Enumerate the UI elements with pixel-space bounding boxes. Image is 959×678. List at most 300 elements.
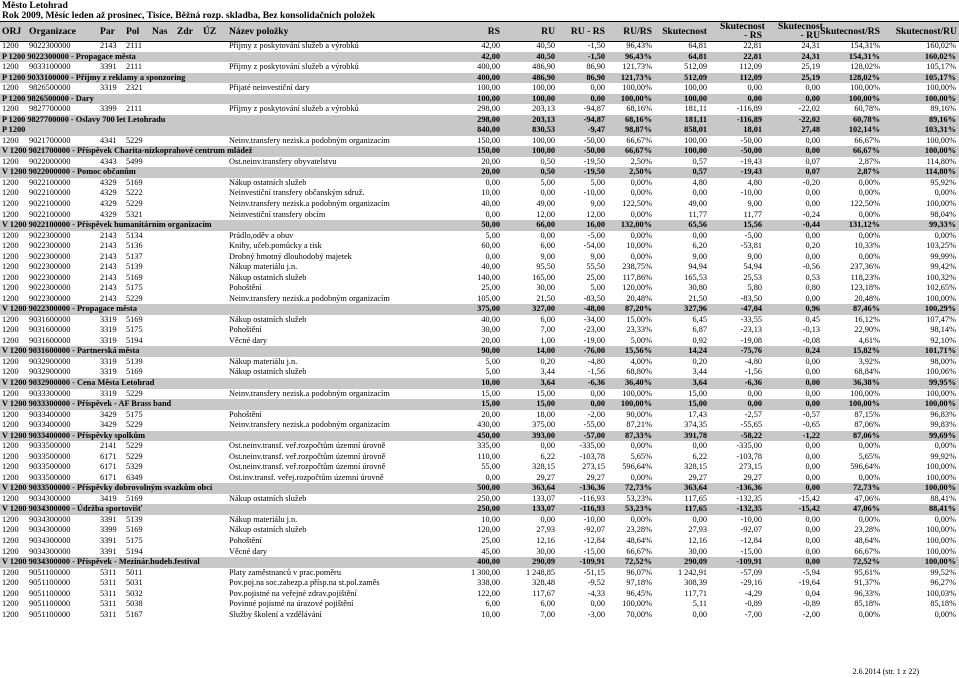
cell-d: -48,00: [583, 304, 605, 314]
cell-sp1: 36,38%: [853, 378, 880, 387]
cell-d: -34,00: [583, 314, 605, 324]
cell-skrs: -92,07: [740, 525, 762, 535]
table-summary-row: [0, 304, 959, 315]
cell-sp1: 0,00%: [858, 251, 880, 261]
cell-sp2: 160,02%: [924, 51, 956, 61]
cell-lab: P 1200 9033100000 - Příjmy z reklamy a sponzoring: [2, 72, 186, 82]
cell-d: 12,00: [586, 209, 605, 219]
cell-pol: 5137: [126, 251, 143, 261]
cell-sp2: 88,41%: [930, 493, 956, 503]
cell-par: 4329: [100, 177, 117, 187]
table-row: [0, 188, 959, 199]
cell-p: 5,00%: [630, 335, 652, 345]
cell-sp1: 5,65%: [858, 451, 880, 461]
cell-sp2: 105,17%: [926, 62, 956, 72]
cell-skrs: -4,80: [744, 356, 762, 366]
cell-par: 3319: [100, 356, 117, 366]
col-ru-rs: RU - RS: [570, 26, 605, 37]
cell-name: Neinv.transfery nezisk.a podobným organizacím: [229, 198, 390, 208]
cell-ru: 6,00: [540, 314, 555, 324]
cell-sp1: 596,64%: [850, 462, 880, 472]
cell-sp1: 100,00%: [850, 83, 880, 93]
cell-par: 5311: [100, 567, 117, 577]
cell-skrs: -132,35: [736, 493, 762, 503]
cell-ru: 0,50: [540, 167, 555, 177]
cell-sp1: 131,12%: [848, 220, 880, 230]
cell-ru: 5,00: [540, 177, 555, 187]
cell-sp2: 88,41%: [929, 504, 956, 514]
cell-name: Neinv.transfery nezisk.a podobným organizacím: [229, 388, 390, 398]
cell-skrs: 29,27: [743, 472, 762, 482]
cell-d: -3,00: [587, 609, 605, 619]
cell-name: Nákup ostatních služeb: [229, 177, 307, 187]
cell-orj: 1200: [2, 314, 19, 324]
cell-name: Neinvestiční transfery občanským sdruž.: [229, 188, 365, 198]
cell-skrs: -6,36: [744, 378, 762, 387]
table-row: [0, 336, 959, 347]
cell-sp1: 3,92%: [858, 356, 880, 366]
cell-sk: 6,22: [692, 451, 707, 461]
cell-par: 6171: [100, 462, 117, 472]
cell-sp2: 100,00%: [926, 83, 956, 93]
cell-p: 121,73%: [620, 72, 652, 82]
cell-sp1: 16,12%: [854, 314, 880, 324]
cell-skrs: -58,22: [740, 430, 762, 440]
table-row: [0, 262, 959, 273]
cell-lab: V 1200 9022000000 - Pomoc občanům: [2, 167, 136, 177]
cell-sk: 290,09: [684, 557, 707, 567]
cell-rs: 40,00: [481, 314, 500, 324]
cell-org: 9032900000: [29, 356, 71, 366]
cell-orj: 1200: [2, 293, 19, 303]
cell-skrs: -47,04: [740, 304, 762, 314]
cell-ru: 0,00: [540, 441, 555, 451]
cell-rs: 40,00: [481, 262, 500, 272]
cell-name: Služby školení a vzdělávání: [229, 609, 322, 619]
cell-rs: 6,00: [485, 599, 500, 609]
cell-skru: 0,04: [805, 588, 820, 598]
table-summary-row: [0, 346, 959, 357]
table-summary-row: [0, 52, 959, 63]
cell-org: 9033300000: [29, 388, 71, 398]
cell-par: 3319: [100, 367, 117, 377]
cell-name: Věcné dary: [229, 546, 268, 556]
cell-orj: 1200: [2, 609, 19, 619]
cell-skru: 0,00: [805, 535, 820, 545]
cell-p: 20,48%: [626, 293, 652, 303]
table-row: [0, 62, 959, 73]
cell-sp1: 0,00%: [858, 177, 880, 187]
cell-orj: 1200: [2, 462, 19, 472]
cell-p: 0,00%: [630, 177, 652, 187]
cell-d: -92,07: [583, 525, 605, 535]
cell-sk: 512,09: [684, 62, 707, 72]
cell-sp2: 0,00%: [934, 609, 956, 619]
cell-sk: 181,11: [684, 114, 707, 124]
cell-d: 29,27: [586, 472, 605, 482]
cell-ru: 18,00: [536, 409, 555, 419]
cell-sp1: 60,78%: [854, 104, 880, 114]
column-header-bar: [0, 21, 959, 42]
cell-ru: 363,64: [532, 483, 555, 493]
cell-skru: 0,00: [805, 462, 820, 472]
cell-skru: 0,07: [805, 167, 820, 177]
cell-name: Neinv.transfery nezisk.a podobným organizacím: [229, 293, 390, 303]
cell-pol: 5167: [126, 609, 143, 619]
table-row: [0, 294, 959, 305]
table-row: [0, 325, 959, 336]
cell-sk: 363,64: [684, 483, 707, 493]
cell-orj: 1200: [2, 188, 19, 198]
cell-sp2: 102,65%: [926, 283, 956, 293]
cell-d: -109,91: [579, 557, 605, 567]
cell-sk: 512,09: [684, 72, 707, 82]
cell-sp2: 100,00%: [924, 93, 956, 103]
table-row: [0, 241, 959, 252]
cell-rs: 5,00: [485, 230, 500, 240]
cell-d: -57,00: [583, 430, 605, 440]
cell-skru: 0,20: [805, 241, 820, 251]
cell-rs: 20,00: [481, 156, 500, 166]
cell-sp2: 114,80%: [926, 156, 956, 166]
cell-ru: 133,07: [532, 504, 555, 514]
cell-d: -5,00: [587, 230, 605, 240]
cell-p: 96,43%: [625, 51, 652, 61]
cell-sk: 0,00: [692, 609, 707, 619]
cell-p: 0,00%: [630, 441, 652, 451]
cell-sk: 117,65: [684, 504, 707, 514]
cell-name: Ost.neinv.transf. veř.rozpočtům územní úrovně: [229, 441, 386, 451]
cell-name: Povinné pojistné na úrazové pojištění: [229, 599, 354, 609]
cell-ru: 14,00: [536, 346, 555, 356]
cell-d: 0,00: [590, 399, 605, 409]
cell-orj: 1200: [2, 325, 19, 335]
cell-sp1: 0,00%: [858, 209, 880, 219]
cell-sp2: 100,00%: [924, 557, 956, 567]
cell-sp1: 154,31%: [850, 41, 880, 50]
cell-org: 9051100000: [29, 588, 71, 598]
cell-ru: 29,27: [536, 472, 555, 482]
cell-d: -15,00: [583, 546, 605, 556]
cell-d: -19,50: [583, 156, 605, 166]
cell-ru: 375,00: [532, 420, 555, 430]
cell-rs: 450,00: [477, 430, 500, 440]
cell-orj: 1200: [2, 62, 19, 72]
cell-sp2: 98,00%: [930, 356, 956, 366]
cell-skru: 0,96: [805, 304, 820, 314]
col-skutecnost-div-ru: Skutecnost/RU: [895, 26, 957, 37]
cell-d: -10,00: [583, 514, 605, 524]
cell-ru: 290,09: [532, 557, 555, 567]
cell-skru: 0,45: [805, 314, 820, 324]
cell-skru: 0,00: [805, 546, 820, 556]
cell-d: 86,90: [586, 62, 605, 72]
cell-skru: 0,24: [805, 346, 820, 356]
cell-par: 2143: [100, 283, 117, 293]
table-row: [0, 252, 959, 263]
cell-p: 53,23%: [625, 504, 652, 514]
cell-skrs: -55,65: [740, 420, 762, 430]
cell-name: Neinvestiční transfery obcím: [229, 209, 326, 219]
cell-org: 9033500000: [29, 472, 71, 482]
cell-sp1: 66,67%: [854, 546, 880, 556]
cell-orj: 1200: [2, 209, 19, 219]
cell-rs: 20,00: [481, 167, 500, 177]
cell-sp1: 0,00%: [858, 609, 880, 619]
cell-ru: 0,20: [540, 356, 555, 366]
cell-skru: 0,00: [805, 83, 820, 93]
cell-name: Neinv.transfery nezisk.a podobným organizacím: [229, 420, 390, 430]
cell-skru: 25,19: [801, 62, 820, 72]
cell-skrs: -83,50: [740, 293, 762, 303]
cell-org: 9022100000: [29, 188, 71, 198]
cell-name: Ost.neinv.transf. veř.rozpočtům územní úrovně: [229, 462, 386, 472]
cell-sp2: 99,33%: [929, 220, 956, 230]
cell-p: 68,80%: [626, 367, 652, 377]
cell-ru: 9,00: [540, 251, 555, 261]
cell-skrs: 0,00: [747, 388, 762, 398]
cell-name: Drobný hmotný dlouhodobý majetek: [229, 251, 352, 261]
cell-lab: V 1200 9033300000 - Příspěvek - AF Brass band: [2, 399, 172, 409]
cell-sp2: 100,00%: [924, 146, 956, 156]
cell-sp1: 95,61%: [854, 567, 880, 577]
cell-p: 596,64%: [622, 462, 652, 472]
cell-par: 5311: [100, 599, 117, 609]
cell-org: 9034300000: [29, 535, 71, 545]
cell-org: 9022300000: [29, 293, 71, 303]
cell-sp1: 100,00%: [850, 388, 880, 398]
cell-rs: 375,00: [477, 304, 500, 314]
cell-org: 9031600000: [29, 335, 71, 345]
cell-sp1: 72,52%: [853, 557, 880, 567]
cell-sk: 165,53: [684, 272, 707, 282]
cell-rs: 50,00: [481, 220, 500, 230]
cell-name: Prádlo,oděv a obuv: [229, 230, 294, 240]
cell-sp2: 99,42%: [930, 262, 956, 272]
cell-ru: 3,44: [540, 367, 555, 377]
cell-name: Nákup ostatních služeb: [229, 272, 307, 282]
cell-p: 5,65%: [630, 451, 652, 461]
cell-skru: 0,00: [805, 514, 820, 524]
cell-sp1: 128,02%: [848, 72, 880, 82]
cell-skrs: -109,91: [736, 557, 762, 567]
page-footer: 2.6.2014 (str. 1 z 22): [852, 667, 919, 676]
cell-sp2: 99,69%: [929, 430, 956, 440]
cell-ru: 66,00: [536, 220, 555, 230]
cell-sk: 0,92: [692, 335, 707, 345]
cell-par: 4341: [100, 135, 117, 145]
cell-skru: 0,53: [805, 272, 820, 282]
cell-org: 9034300000: [29, 493, 71, 503]
cell-sk: 0,20: [692, 356, 707, 366]
cell-name: Nákup ostatních služeb: [229, 314, 307, 324]
cell-ru: 30,00: [536, 546, 555, 556]
cell-d: -2,00: [587, 409, 605, 419]
cell-rs: 298,00: [477, 114, 500, 124]
cell-rs: 25,00: [481, 283, 500, 293]
cell-rs: 10,00: [481, 609, 500, 619]
cell-sp1: 0,00%: [858, 514, 880, 524]
cell-orj: 1200: [2, 262, 19, 272]
cell-sp2: 107,47%: [926, 314, 956, 324]
cell-sk: 17,43: [688, 409, 707, 419]
cell-org: 9021700000: [29, 135, 71, 145]
cell-org: 9031600000: [29, 325, 71, 335]
cell-pol: 5175: [126, 283, 143, 293]
cell-skrs: 0,00: [747, 83, 762, 93]
cell-pol: 5136: [126, 241, 143, 251]
table-row: [0, 410, 959, 421]
cell-sp2: 0,00%: [934, 514, 956, 524]
cell-org: 9033400000: [29, 409, 71, 419]
cell-sp1: 122,50%: [850, 198, 880, 208]
cell-skrs: -19,43: [740, 156, 762, 166]
cell-sp1: 66,67%: [853, 146, 880, 156]
cell-ru: 49,00: [536, 198, 555, 208]
cell-p: 132,00%: [620, 220, 652, 230]
col-ru-div-rs: RU/RS: [623, 26, 652, 37]
cell-d: -12,84: [583, 535, 605, 545]
cell-sk: 29,27: [688, 472, 707, 482]
cell-sp1: 85,18%: [854, 599, 880, 609]
cell-skrs: 11,77: [743, 209, 762, 219]
cell-skrs: -116,89: [736, 114, 762, 124]
cell-skru: 27,48: [801, 125, 820, 135]
cell-org: 9051100000: [29, 567, 71, 577]
cell-sp1: 100,00%: [848, 93, 880, 103]
cell-name: Nákup ostatních služeb: [229, 493, 307, 503]
table-row: [0, 494, 959, 505]
cell-orj: 1200: [2, 451, 19, 461]
cell-rs: 840,00: [477, 125, 500, 135]
cell-orj: 1200: [2, 272, 19, 282]
cell-sp1: 2,87%: [858, 156, 880, 166]
cell-d: 9,00: [590, 251, 605, 261]
cell-ru: 0,50: [540, 156, 555, 166]
cell-sp1: 60,78%: [853, 114, 880, 124]
cell-rs: 10,00: [481, 188, 500, 198]
cell-d: -19,50: [583, 167, 605, 177]
table-row: [0, 357, 959, 368]
cell-p: 87,20%: [625, 304, 652, 314]
cell-skrs: -29,16: [740, 578, 762, 588]
cell-skrs: 4,80: [747, 177, 762, 187]
cell-p: 4,00%: [630, 356, 652, 366]
cell-sp2: 89,16%: [929, 114, 956, 124]
table-summary-row: [0, 483, 959, 494]
cell-sp2: 99,52%: [930, 567, 956, 577]
cell-rs: 400,00: [477, 72, 500, 82]
cell-ru: 12,16: [536, 535, 555, 545]
table-row: [0, 536, 959, 547]
cell-lab: P 1200: [2, 125, 26, 135]
cell-rs: 25,00: [481, 535, 500, 545]
cell-rs: 15,00: [481, 388, 500, 398]
table-row: [0, 367, 959, 378]
cell-par: 3391: [100, 62, 117, 72]
cell-sp2: 100,00%: [926, 462, 956, 472]
cell-org: 9034300000: [29, 514, 71, 524]
cell-skru: -0,89: [802, 599, 820, 609]
cell-p: 97,18%: [626, 578, 652, 588]
cell-sp2: 160,02%: [926, 41, 956, 50]
col-pol: Pol: [126, 26, 140, 37]
table-summary-row: [0, 115, 959, 126]
cell-p: 36,40%: [625, 378, 652, 387]
cell-skru: 0,00: [805, 230, 820, 240]
cell-pol: 5229: [126, 135, 143, 145]
col-skutecnost-ru: Skutecnost - RU: [778, 21, 823, 41]
col-nas: Nas: [152, 26, 168, 37]
cell-pol: 5229: [126, 441, 143, 451]
cell-sk: 100,00: [684, 93, 707, 103]
col-skutecnost: Skutecnost: [662, 26, 707, 37]
cell-p: 10,00%: [626, 241, 652, 251]
cell-org: 9022300000: [29, 251, 71, 261]
cell-sp1: 154,31%: [848, 51, 880, 61]
cell-orj: 1200: [2, 420, 19, 430]
cell-orj: 1200: [2, 356, 19, 366]
cell-sp2: 99,83%: [930, 420, 956, 430]
cell-rs: 40,00: [481, 198, 500, 208]
cell-sk: 0,00: [692, 188, 707, 198]
cell-pol: 5499: [126, 156, 143, 166]
cell-skru: 0,00: [805, 378, 820, 387]
cell-org: 9032900000: [29, 367, 71, 377]
cell-sk: 21,50: [688, 293, 707, 303]
cell-par: 2143: [100, 293, 117, 303]
cell-d: -51,15: [583, 567, 605, 577]
cell-sp2: 85,18%: [930, 599, 956, 609]
cell-p: 68,16%: [625, 114, 652, 124]
table-row: [0, 462, 959, 473]
cell-sp2: 99,92%: [930, 451, 956, 461]
cell-ru: 203,13: [532, 114, 555, 124]
cell-skrs: -19,08: [740, 335, 762, 345]
cell-p: 66,67%: [625, 146, 652, 156]
cell-p: 87,21%: [626, 420, 652, 430]
cell-sp2: 0,00%: [934, 441, 956, 451]
cell-sk: 12,16: [688, 535, 707, 545]
cell-sp1: 4,61%: [858, 335, 880, 345]
cell-rs: 0,00: [485, 251, 500, 261]
cell-skrs: -5,00: [744, 230, 762, 240]
cell-ru: 203,13: [532, 104, 555, 114]
cell-sk: 328,15: [684, 462, 707, 472]
cell-sk: 11,77: [688, 209, 707, 219]
cell-rs: 15,00: [481, 399, 500, 409]
cell-sp1: 0,00%: [858, 230, 880, 240]
cell-rs: 5,00: [485, 367, 500, 377]
cell-par: 3319: [100, 83, 117, 93]
cell-pol: 5229: [126, 198, 143, 208]
cell-skru: 0,00: [805, 557, 820, 567]
cell-org: 9051100000: [29, 609, 71, 619]
cell-rs: 20,00: [481, 335, 500, 345]
cell-skrs: -57,09: [740, 567, 762, 577]
cell-sk: 14,24: [688, 346, 707, 356]
cell-skru: 0,00: [805, 146, 820, 156]
cell-org: 9022100000: [29, 177, 71, 187]
cell-sp2: 103,25%: [926, 241, 956, 251]
cell-orj: 1200: [2, 409, 19, 419]
cell-pol: 5032: [126, 588, 143, 598]
cell-name: Pohoštění: [229, 283, 262, 293]
cell-orj: 1200: [2, 251, 19, 261]
cell-ru: 165,00: [532, 272, 555, 282]
table-row: [0, 473, 959, 484]
cell-pol: 2321: [126, 83, 143, 93]
